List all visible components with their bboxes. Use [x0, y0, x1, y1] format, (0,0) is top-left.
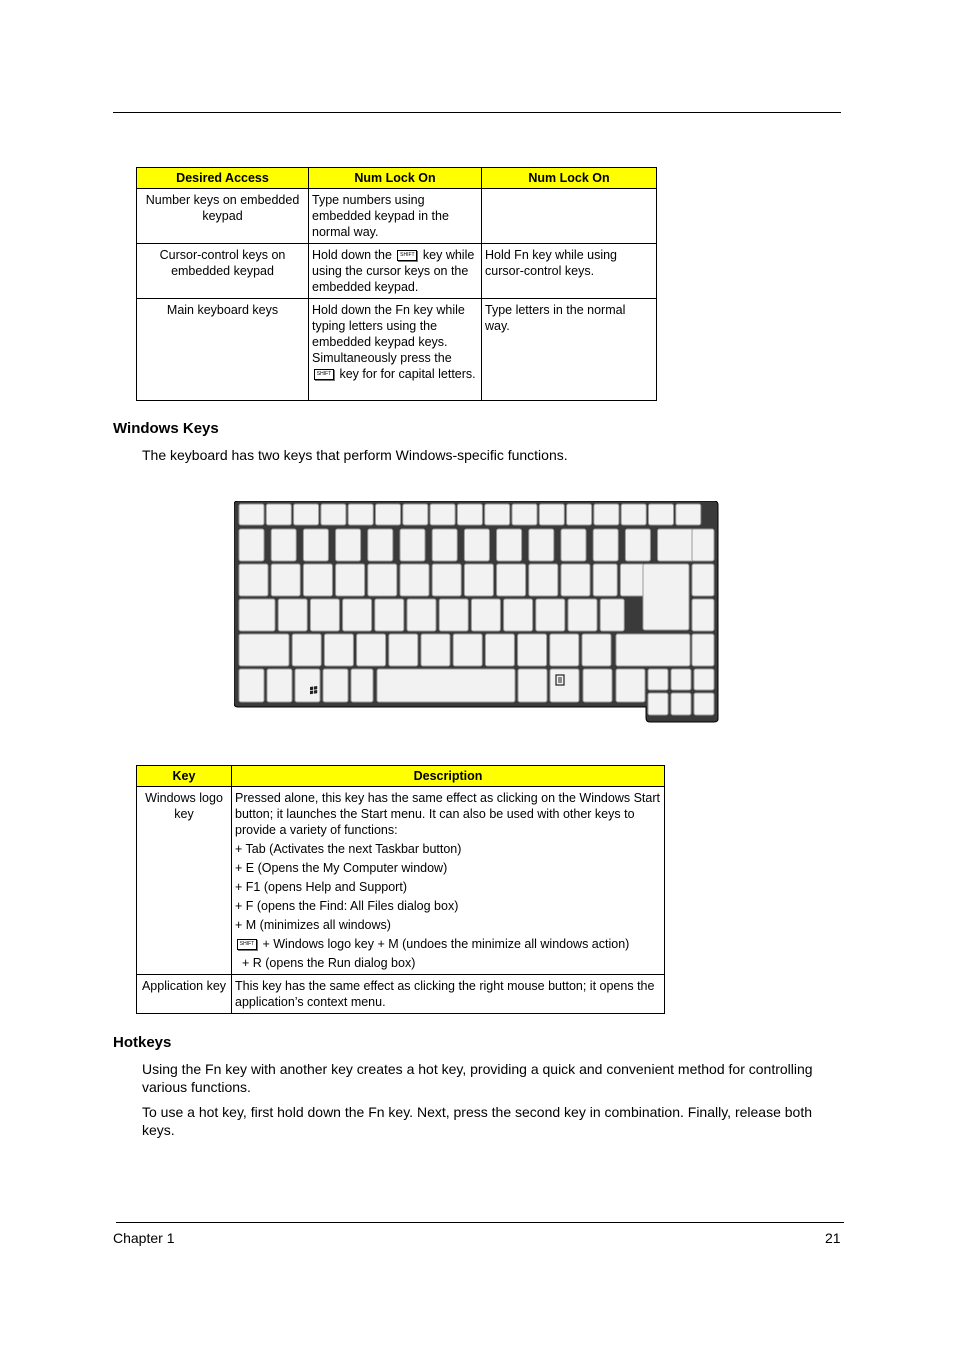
table-header-row [137, 168, 657, 189]
key [692, 529, 714, 561]
list-item [235, 936, 661, 952]
cell-num-lock-on: Hold Fn key while using cursor-control keys. [482, 244, 657, 299]
cell-description [232, 787, 665, 975]
key [324, 634, 353, 666]
windows-keys-heading: Windows Keys [113, 420, 219, 437]
function-key [321, 504, 346, 525]
header-num-lock-on-1: Num Lock On [309, 168, 482, 189]
cell-text: Hold down the Fn key while typing letters using the embedded keypad keys. Simultaneously press the [312, 303, 465, 365]
footer-page-number: 21 [825, 1230, 841, 1246]
key [497, 564, 526, 596]
shift-key-icon: SHIFT [237, 939, 257, 950]
function-key [512, 504, 537, 525]
cell-num-lock-on: Type numbers using embedded keypad in the normal way. [309, 189, 482, 244]
arrow-key [671, 693, 691, 715]
cell-access: Cursor-control keys on embedded keypad [137, 244, 309, 299]
cell-text: key while using the cursor keys on the embedded keypad. [312, 248, 475, 294]
key [400, 564, 429, 596]
cell-access: Main keyboard keys [137, 299, 309, 401]
key [271, 529, 296, 561]
key [357, 634, 386, 666]
key [421, 634, 450, 666]
header-rule [113, 112, 841, 113]
key [504, 599, 533, 631]
keyboard-illustration [234, 501, 719, 723]
function-key [621, 504, 646, 525]
function-key [430, 504, 455, 525]
function-key [485, 504, 510, 525]
key [464, 564, 493, 596]
key [303, 564, 332, 596]
key [600, 599, 624, 631]
backspace-key [658, 529, 696, 561]
key [568, 599, 597, 631]
key [529, 564, 558, 596]
hotkeys-paragraph-1: Using the Fn key with another key creates a hot key, providing a quick and convenient method for controlling various functions. [142, 1061, 813, 1095]
function-key [676, 504, 701, 525]
footer-rule [116, 1222, 844, 1223]
key [582, 634, 611, 666]
function-key [266, 504, 291, 525]
key [518, 634, 547, 666]
list-item: + R (opens the Run dialog box) [242, 956, 416, 970]
key [368, 564, 397, 596]
function-key [567, 504, 592, 525]
key [485, 634, 514, 666]
key [464, 529, 489, 561]
function-key [376, 504, 401, 525]
list-item: + F1 (opens Help and Support) [235, 880, 407, 894]
header-description: Description [232, 766, 665, 787]
windows-keys-intro: The keyboard has two keys that perform Windows-specific functions. [142, 447, 568, 463]
key [239, 564, 268, 596]
key [620, 564, 644, 596]
function-key [294, 504, 319, 525]
key [692, 599, 714, 631]
key [389, 634, 418, 666]
key [407, 599, 436, 631]
key [239, 634, 289, 666]
cell-num-lock-on [309, 244, 482, 299]
function-key [348, 504, 373, 525]
key [625, 529, 650, 561]
key [497, 529, 522, 561]
key [432, 564, 461, 596]
shift-key-icon: SHIFT [314, 369, 334, 380]
key [303, 529, 328, 561]
function-key [594, 504, 619, 525]
key [583, 669, 612, 702]
key [692, 634, 714, 666]
key [343, 599, 372, 631]
description-text: Pressed alone, this key has the same effect as clicking on the Windows Start button; it launches the Start menu. It can also be used with other keys to provide a variety of functions: [235, 791, 660, 837]
function-key [403, 504, 428, 525]
key [351, 669, 373, 702]
key [375, 599, 404, 631]
function-key [457, 504, 482, 525]
key [271, 564, 300, 596]
key [292, 634, 321, 666]
list-item: + M (minimizes all windows) [235, 918, 391, 932]
table-row [137, 975, 665, 1014]
hotkeys-heading: Hotkeys [113, 1034, 172, 1051]
key [529, 529, 554, 561]
list-item-text: + Windows logo key + M (undoes the minimize all windows action) [262, 937, 630, 951]
key [471, 599, 500, 631]
arrow-key [671, 669, 691, 690]
table-row [137, 189, 657, 244]
key [336, 529, 361, 561]
cell-access: Number keys on embedded keypad [137, 189, 309, 244]
key [561, 529, 586, 561]
fn-key [267, 669, 292, 702]
key [368, 529, 393, 561]
table-header-row [137, 766, 665, 787]
windows-logo-key [295, 669, 320, 702]
function-key [539, 504, 564, 525]
key [239, 599, 275, 631]
key [400, 529, 425, 561]
cell-key: Windows logo key [137, 787, 232, 975]
table-row [137, 244, 657, 299]
cell-description: This key has the same effect as clicking the right mouse button; it opens the application’s context menu. [232, 975, 665, 1014]
arrow-key [694, 669, 714, 690]
header-key: Key [137, 766, 232, 787]
key [561, 564, 590, 596]
list-item: + F (opens the Find: All Files dialog box) [235, 899, 459, 913]
key [518, 669, 547, 702]
key [310, 599, 339, 631]
key [453, 634, 482, 666]
cell-text: Hold down the [312, 248, 392, 262]
key [536, 599, 565, 631]
key [439, 599, 468, 631]
arrow-key [648, 693, 668, 715]
ctrl-key [239, 669, 264, 702]
cell-num-lock-on: Type letters in the normal way. [482, 299, 657, 401]
list-item: + E (Opens the My Computer window) [235, 861, 448, 875]
table-row [137, 787, 665, 975]
function-key [649, 504, 674, 525]
key [239, 529, 264, 561]
enter-key [643, 564, 689, 630]
footer-chapter: Chapter 1 [113, 1230, 175, 1246]
key [432, 529, 457, 561]
alt-key [323, 669, 348, 702]
cell-num-lock-on [482, 189, 657, 244]
windows-keys-table [136, 765, 665, 1014]
function-key [239, 504, 264, 525]
num-lock-table [136, 167, 657, 401]
key [550, 634, 579, 666]
hotkeys-paragraph-2: To use a hot key, first hold down the Fn key. Next, press the second key in combination. Finally, release both keys. [142, 1104, 813, 1138]
right-shift-key [616, 634, 690, 666]
key [616, 669, 645, 702]
key [278, 599, 307, 631]
key [593, 529, 618, 561]
cell-text: key for for capital letters. [339, 367, 476, 381]
cell-key: Application key [137, 975, 232, 1014]
cell-num-lock-on [309, 299, 482, 401]
header-num-lock-on-2: Num Lock On [482, 168, 657, 189]
header-desired-access: Desired Access [137, 168, 309, 189]
arrow-key [648, 669, 668, 690]
arrow-key [694, 693, 714, 715]
table-row [137, 299, 657, 401]
shift-key-icon: SHIFT [397, 250, 417, 261]
list-item: + Tab (Activates the next Taskbar button) [235, 842, 462, 856]
key [336, 564, 365, 596]
key [593, 564, 617, 596]
key [692, 564, 714, 596]
space-key [377, 669, 515, 702]
